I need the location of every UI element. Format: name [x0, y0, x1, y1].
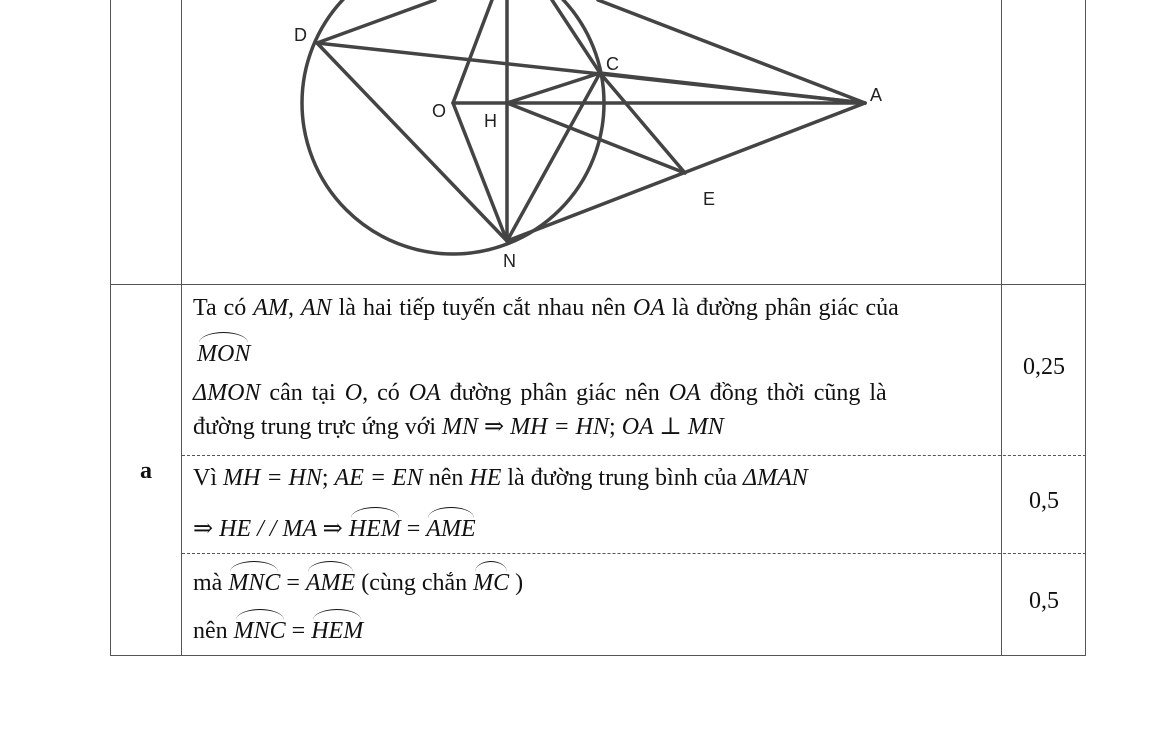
- row1-line3-f: đường phân giác nên: [440, 380, 669, 406]
- arc-ame: AME: [426, 516, 476, 542]
- row2-line1-h: ΔMAN: [743, 465, 808, 491]
- row1-line1-a: Ta có: [193, 295, 254, 321]
- row3-line1-a: mà: [193, 570, 229, 596]
- row2-line1-d: AE = EN: [334, 465, 423, 491]
- arc-hem: HEM: [348, 516, 401, 542]
- arc-mnc: MNC: [228, 570, 281, 596]
- geometry-figure: [0, 0, 1166, 285]
- row2-line1-e: nên: [422, 465, 470, 491]
- row1-line3-e: OA: [408, 380, 441, 406]
- row1-line4: [193, 412, 724, 442]
- row1-line4-a: đường trung trực ứng với: [193, 414, 443, 440]
- row1-line3-b: cân tại: [260, 380, 345, 406]
- point-label-a: A: [870, 85, 883, 105]
- segment-he: [507, 103, 685, 173]
- row1-line4-b: MN ⇒ MH = HN: [442, 414, 610, 440]
- row1-line1-d: AN: [300, 295, 332, 321]
- segment-on: [453, 103, 507, 241]
- row1-line1-c: ,: [287, 295, 301, 321]
- row3-score: 0,5: [1029, 588, 1059, 614]
- segment-c-top: [552, 0, 600, 73]
- arc-ame-2: AME: [305, 570, 356, 596]
- row3-line1-b: (cùng chắn: [355, 570, 474, 596]
- point-label-d: D: [294, 25, 307, 45]
- row1-line1-b: AM: [253, 295, 288, 321]
- row2-line1-f: HE: [469, 465, 502, 491]
- row2-line2: [193, 514, 476, 544]
- arc-hem-2: HEM: [311, 618, 364, 644]
- point-label-c: C: [606, 54, 619, 74]
- row1-line3-d: , có: [362, 380, 409, 406]
- row2-line1-g: là đường trung bình của: [501, 465, 744, 491]
- row1-score: 0,25: [1023, 354, 1065, 380]
- row3-line2-a: nên: [193, 618, 234, 644]
- row-divider-dashed-2: [182, 553, 1086, 554]
- row2-line1-a: Vì: [193, 465, 223, 491]
- arc-mnc-2: MNC: [233, 618, 286, 644]
- row2-line1: [193, 463, 808, 493]
- row3-line1-c: ): [509, 570, 524, 596]
- row-divider-dashed-1: [182, 455, 1086, 456]
- row1-line1: [193, 293, 899, 323]
- row1-line3: [193, 378, 887, 408]
- row1-line2: [197, 339, 250, 369]
- row1-line1-f: OA: [632, 295, 665, 321]
- circle-o: [302, 0, 604, 254]
- row1-line3-h: đồng thời cũng là: [700, 380, 887, 406]
- row3-line1-eq: =: [280, 570, 306, 596]
- segment-o-top: [453, 0, 492, 103]
- table-border-bottom: [110, 655, 1086, 656]
- row2-line1-b: MH = HN: [223, 465, 322, 491]
- row1-line3-a: ΔMON: [193, 380, 261, 406]
- point-label-o: O: [432, 101, 447, 121]
- arc-mon: MON: [197, 341, 251, 367]
- row2-line2-a: ⇒ HE / / MA ⇒: [193, 516, 349, 542]
- arc-mc: MC: [473, 570, 510, 596]
- row2-line1-c: ;: [321, 465, 335, 491]
- row1-line1-e: là hai tiếp tuyến cắt nhau nên: [331, 295, 633, 321]
- row3-line1: [193, 568, 523, 598]
- row2-line2-eq: =: [400, 516, 427, 542]
- row1-line4-c: ;: [609, 414, 622, 440]
- row3-line2: [193, 616, 363, 646]
- row1-line4-d: OA ⊥ MN: [621, 414, 724, 440]
- point-label-h: H: [484, 111, 497, 131]
- point-label-n: N: [503, 251, 516, 271]
- point-label-e: E: [703, 189, 716, 209]
- row1-line3-g: OA: [668, 380, 701, 406]
- row1-line3-c: O: [344, 380, 363, 406]
- row3-line2-eq: =: [285, 618, 312, 644]
- row1-line1-g: là đường phân giác của: [664, 295, 899, 321]
- row2-score: 0,5: [1029, 488, 1059, 514]
- section-label: a: [140, 458, 152, 484]
